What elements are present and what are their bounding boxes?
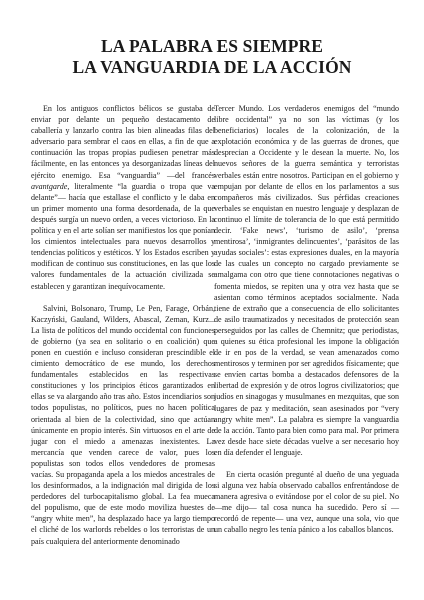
paragraph-intro-part-2: , literalmente “la guardia o tropa que va delante”— hacía que estallase el conflicto y le daba en un primer momento una forma desordenada, de la que después surgía un nuevo orden, a veces victorioso. En la política y en el arte solían ser manifiestos los que ponían los cimientos intelectuales para nuevos desarrollos y tendencias políticos y estéticos. Y los Estados escriben y modifican de continuo sus constituciones, en las que los valores fundamentales de la actuación civilizada se establecen y garantizan inequívocamente.	[31, 181, 215, 291]
title-line-2: LA VANGUARDIA DE LA ACCIÓN	[72, 57, 352, 77]
paragraph-intro	[31, 103, 215, 292]
term-avantgarde: avantgarde	[31, 181, 68, 191]
paragraph-populists: Salvini, Bolsonaro, Trump, Le Pen, Farage, Orbán, Kaczyński, Gauland, Wilders, Abascal, Zeman, Kurz... La lista de políticos del mundo occidental con funciones de gobierno (ya sea en solitario o en coalición) que ponen en cuestión e incluso consideran prescindible el cimiento democrático de ese mundo, los derechos fundamentales establecidos en las respectivas constituciones y los principios éticos garantizados en ellas se va alargando año tras año. Estos incendiarios son todos populistas, no políticos, pues no hacen política orientada al bien de la colectividad, sino que actúan únicamente en propio interés. Sin virtuosos en el arte de jugar con el miedo a amenazas inexistentes. La mercancía que venden carece de valor, pues los populistas son todos ellos vendedores de promesas vacías. Su propaganda apela a los miedos ancestrales de los desinformados, a la indignación mal dirigida de los perdedores del turbocapitalismo global. La fea mueca del populismo, que de este modo moviliza huestes de “angry white men”, ha desplazado hace ya largo tiempo el cliché de los warlords rebeldes o los terroristas de un país cualquiera del anteriormente denominado	[31, 303, 215, 546]
right-column	[214, 103, 399, 536]
paragraph-horses: En cierta ocasión pregunté al dueño de una yeguada si alguna vez había observado caballos enfrentándose de manera agresiva o evitándose por el color de su piel. No —me dijo— tal cosa nunca ha sucedido. Pero sí —recordó de repente— una vez, aunque una sola, vio que un caballo negro les tenía pánico a los caballos blancos.	[214, 470, 399, 535]
left-column	[31, 103, 215, 547]
title-line-1: LA PALABRA ES SIEMPRE	[100, 36, 324, 56]
paragraph-intro-part-1: En los antiguos conflictos bélicos se gustaba de enviar por delante un pequeño destacamento de caballería y lanzarlo contra las bien alineadas filas del adversario para sembrar el caos en ellas, a fin de que a continuación las tropas propias pudiesen penetrar más fácilmente, en las entonces ya desorganizadas líneas del ejército enemigo. Esa “vanguardia” —del francés	[31, 104, 215, 180]
article-title	[0, 36, 424, 78]
paragraph-continuation: Tercer Mundo. Los verdaderos enemigos del “mundo libre occidental” ya no son las víctimas (y los beneficiarios) locales de la colonización, de la explotación económica y de las guerras de drones, que desprecian a Occidente y le desean la muerte. No, los nuevos señores de la guerra semántica y terroristas verbales están entre nosotros. Participan en el gobierno y empujan por delante de ellos en los parlamentos a sus compañeros más civilizados. Sus pérfidas creaciones verbales se enquistan en nuestro lenguaje y desplazan de continuo el límite de tolerancia de lo que está permitido decir. ‘Fake news’, ‘turismo de asilo’, ‘prensa mentirosa’, ‘inmigrantes delincuentes’, ‘parásitos de las ayudas sociales’: estas expresiones duales, en la mayoría de las cuales un concepto no cargado previamente se amalgama con otro que tiene connotaciones negativas o fomenta miedos, se repiten una y otra vez hasta que se asientan como términos aceptados socialmente. Nada tiene de extraño que a consecuencia de ello solicitantes de asilo traumatizados y necesitados de protección sean perseguidos por las calles de Chemnitz; que periodistas, a quienes su ética profesional les impone la obligación de ir en pos de la verdad, se vean amenazados como mentirosos y terminen por ser agredidos físicamente; que se envíen cartas bomba a destacados defensores de la libertad de expresión y de otros logros civilizatorios; que judíos en sinagogas y musulmanes en mezquitas, que son lugares de paz y meditación, sean asesinados por “very angry white men”. La palabra es siempre la vanguardia de la acción. Tanto para bien como para mal. Por primera vez desde hace siete décadas vuelve a ser necesario hoy en día defender el lenguaje.	[214, 104, 399, 457]
